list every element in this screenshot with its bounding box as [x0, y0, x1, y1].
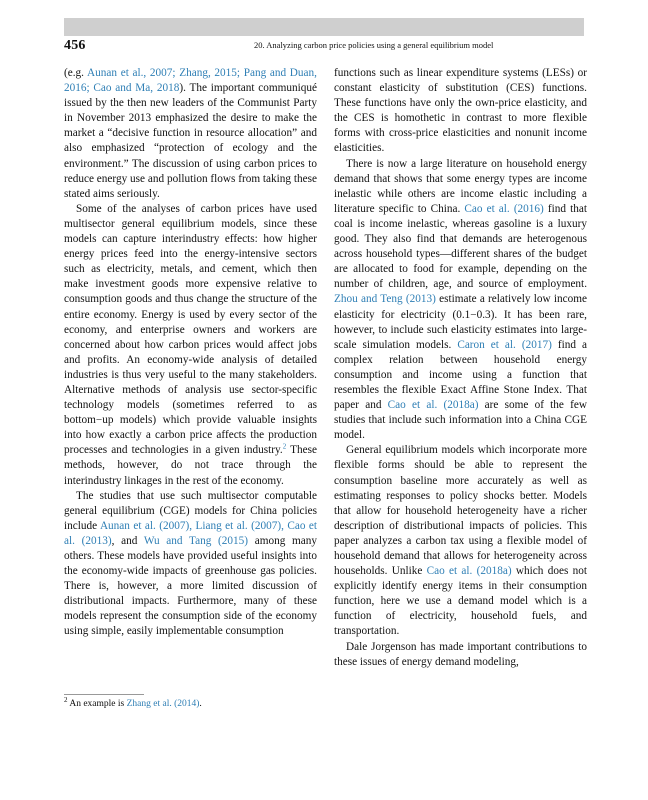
right-column — [334, 66, 587, 670]
footnote — [64, 695, 202, 709]
text-run: among many others. These models have provided useful insights into the economy-wide impacts of greenhouse gas policies. There is, however, a more limited discussion of distributional impacts. Furthermore, many of these models represent the consumption side of the economy using simple, easily implementable consumption — [64, 534, 317, 638]
text-run: There is now a large literature on household energy demand that shows that some energy types are income inelastic while others are income elastic including a literature specific to China. — [334, 157, 587, 215]
text-run: find a complex relation between household energy consumption and income using a function that resembles the flexible Exact Affine Stone Index. That paper and — [334, 338, 587, 412]
paragraph — [334, 640, 587, 670]
citation-link[interactable]: Caron et al. (2017) — [457, 338, 552, 351]
header-bar — [64, 18, 584, 36]
text-run: Some of the analyses of carbon prices have used multisector general equilibrium models, since these models can capture interindustry effects: how higher energy prices feed into the energy-intensive sectors such as electricity, metals, and cement, which then make investment goods more expensive relative to consumption goods and thus change the structure of the entire economy. Energy is used by every sector of the economy, and enterprise owners and workers are concerned about how carbon prices would affect jobs and profits. An economy-wide analysis of detailed industries is thus very useful to the many stakeholders. Alternative methods of analysis use sector-specific technology models (sometimes referred to as bottom−up models) which provide valuable insights into how exactly a carbon price affects the production processes and technologies in a given industry. — [64, 202, 317, 457]
citation-link[interactable]: Wu and Tang (2015) — [143, 534, 249, 547]
citation-link[interactable]: Aunan et al. (2007), Liang et al. (2007), Cao et al. (2013) — [64, 519, 318, 547]
paragraph — [334, 157, 587, 444]
text-run: functions such as linear expenditure systems (LESs) or constant elasticity of substitution (CES) functions. These functions have only the own-price elasticity, and the CES is homothetic in contrast to more flexible forms with cross-price elasticities and nonunit income elasticities. — [334, 67, 587, 155]
footnote-text: An example is — [67, 699, 127, 709]
page-number: 456 — [64, 38, 86, 53]
page-header — [64, 38, 584, 58]
citation-link[interactable]: Cao et al. (2018a) — [426, 565, 512, 578]
text-run: which does not explicitly identify energy items in their consumption function, here we use a demand model which is a function of electricity, household fuels, and transportation. — [334, 565, 587, 638]
left-column — [64, 66, 317, 640]
footnote-rule — [64, 694, 144, 695]
text-run: are some of the few studies that include such information into a China CGE model. — [334, 399, 587, 442]
running-head: 20. Analyzing carbon price policies using a general equilibrium model — [254, 40, 494, 50]
citation-link[interactable]: Zhang et al. (2014) — [126, 699, 200, 709]
paragraph — [64, 489, 317, 640]
citation-link[interactable]: Cao et al. (2018a) — [387, 399, 479, 412]
text-run: The studies that use such multisector computable general equilibrium (CGE) models for China policies include — [64, 489, 317, 532]
text-run: (e.g. — [64, 67, 88, 79]
paragraph — [334, 66, 587, 157]
paragraph — [64, 66, 317, 202]
text-run: These methods, however, do not trace through the interindustry linkages in the rest of the economy. — [64, 444, 317, 487]
citation-link[interactable]: Zhou and Teng (2013) — [334, 293, 436, 306]
text-run: estimate a relatively low income elasticity for electricity (0.1−0.3). It has been rare, however, to include such elasticity estimates into large-scale simulation models. — [334, 293, 587, 351]
text-run: , and — [111, 534, 144, 547]
text-run: find that coal is income inelastic, whereas gasoline is a luxury good. They also find that demands are heterogenous across household types—different shares of the budget are allocated to food for example, depending on the number of children, age, and source of employment. — [334, 202, 587, 291]
footnote-mark: 2 — [64, 695, 68, 704]
paragraph — [334, 443, 587, 639]
citation-link[interactable]: Aunan et al., 2007; Zhang, 2015; Pang and Duan, 2016; Cao and Ma, 2018 — [64, 67, 317, 95]
text-run: General equilibrium models which incorporate more flexible forms should be able to represent the consumption baseline more accurately as well as estimating responses to policy shocks better. Models that allow for household heterogeneity have a richer description of distributional impacts of policies. This paper analyzes a carbon tax using a flexible model of household demand that allows for heterogeneity across households. Unlike — [334, 444, 587, 578]
text-run: Dale Jorgenson has made important contributions to these issues of energy demand modeling, — [334, 640, 587, 668]
citation-link[interactable]: Cao et al. (2016) — [464, 202, 544, 215]
paragraph — [64, 202, 317, 489]
text-run: ). The important communiqué issued by the then new leaders of the Communist Party in November 2013 emphasized the desire to make the market a “decisive function in resource allocation” and also emphasized “protection of ecology and the environment.” The discussion of using carbon prices to reduce energy use and pollution flows from taking these stated aims seriously. — [64, 82, 317, 200]
footnote-end: . — [199, 699, 202, 709]
footnote-ref[interactable]: 2 — [282, 442, 287, 451]
